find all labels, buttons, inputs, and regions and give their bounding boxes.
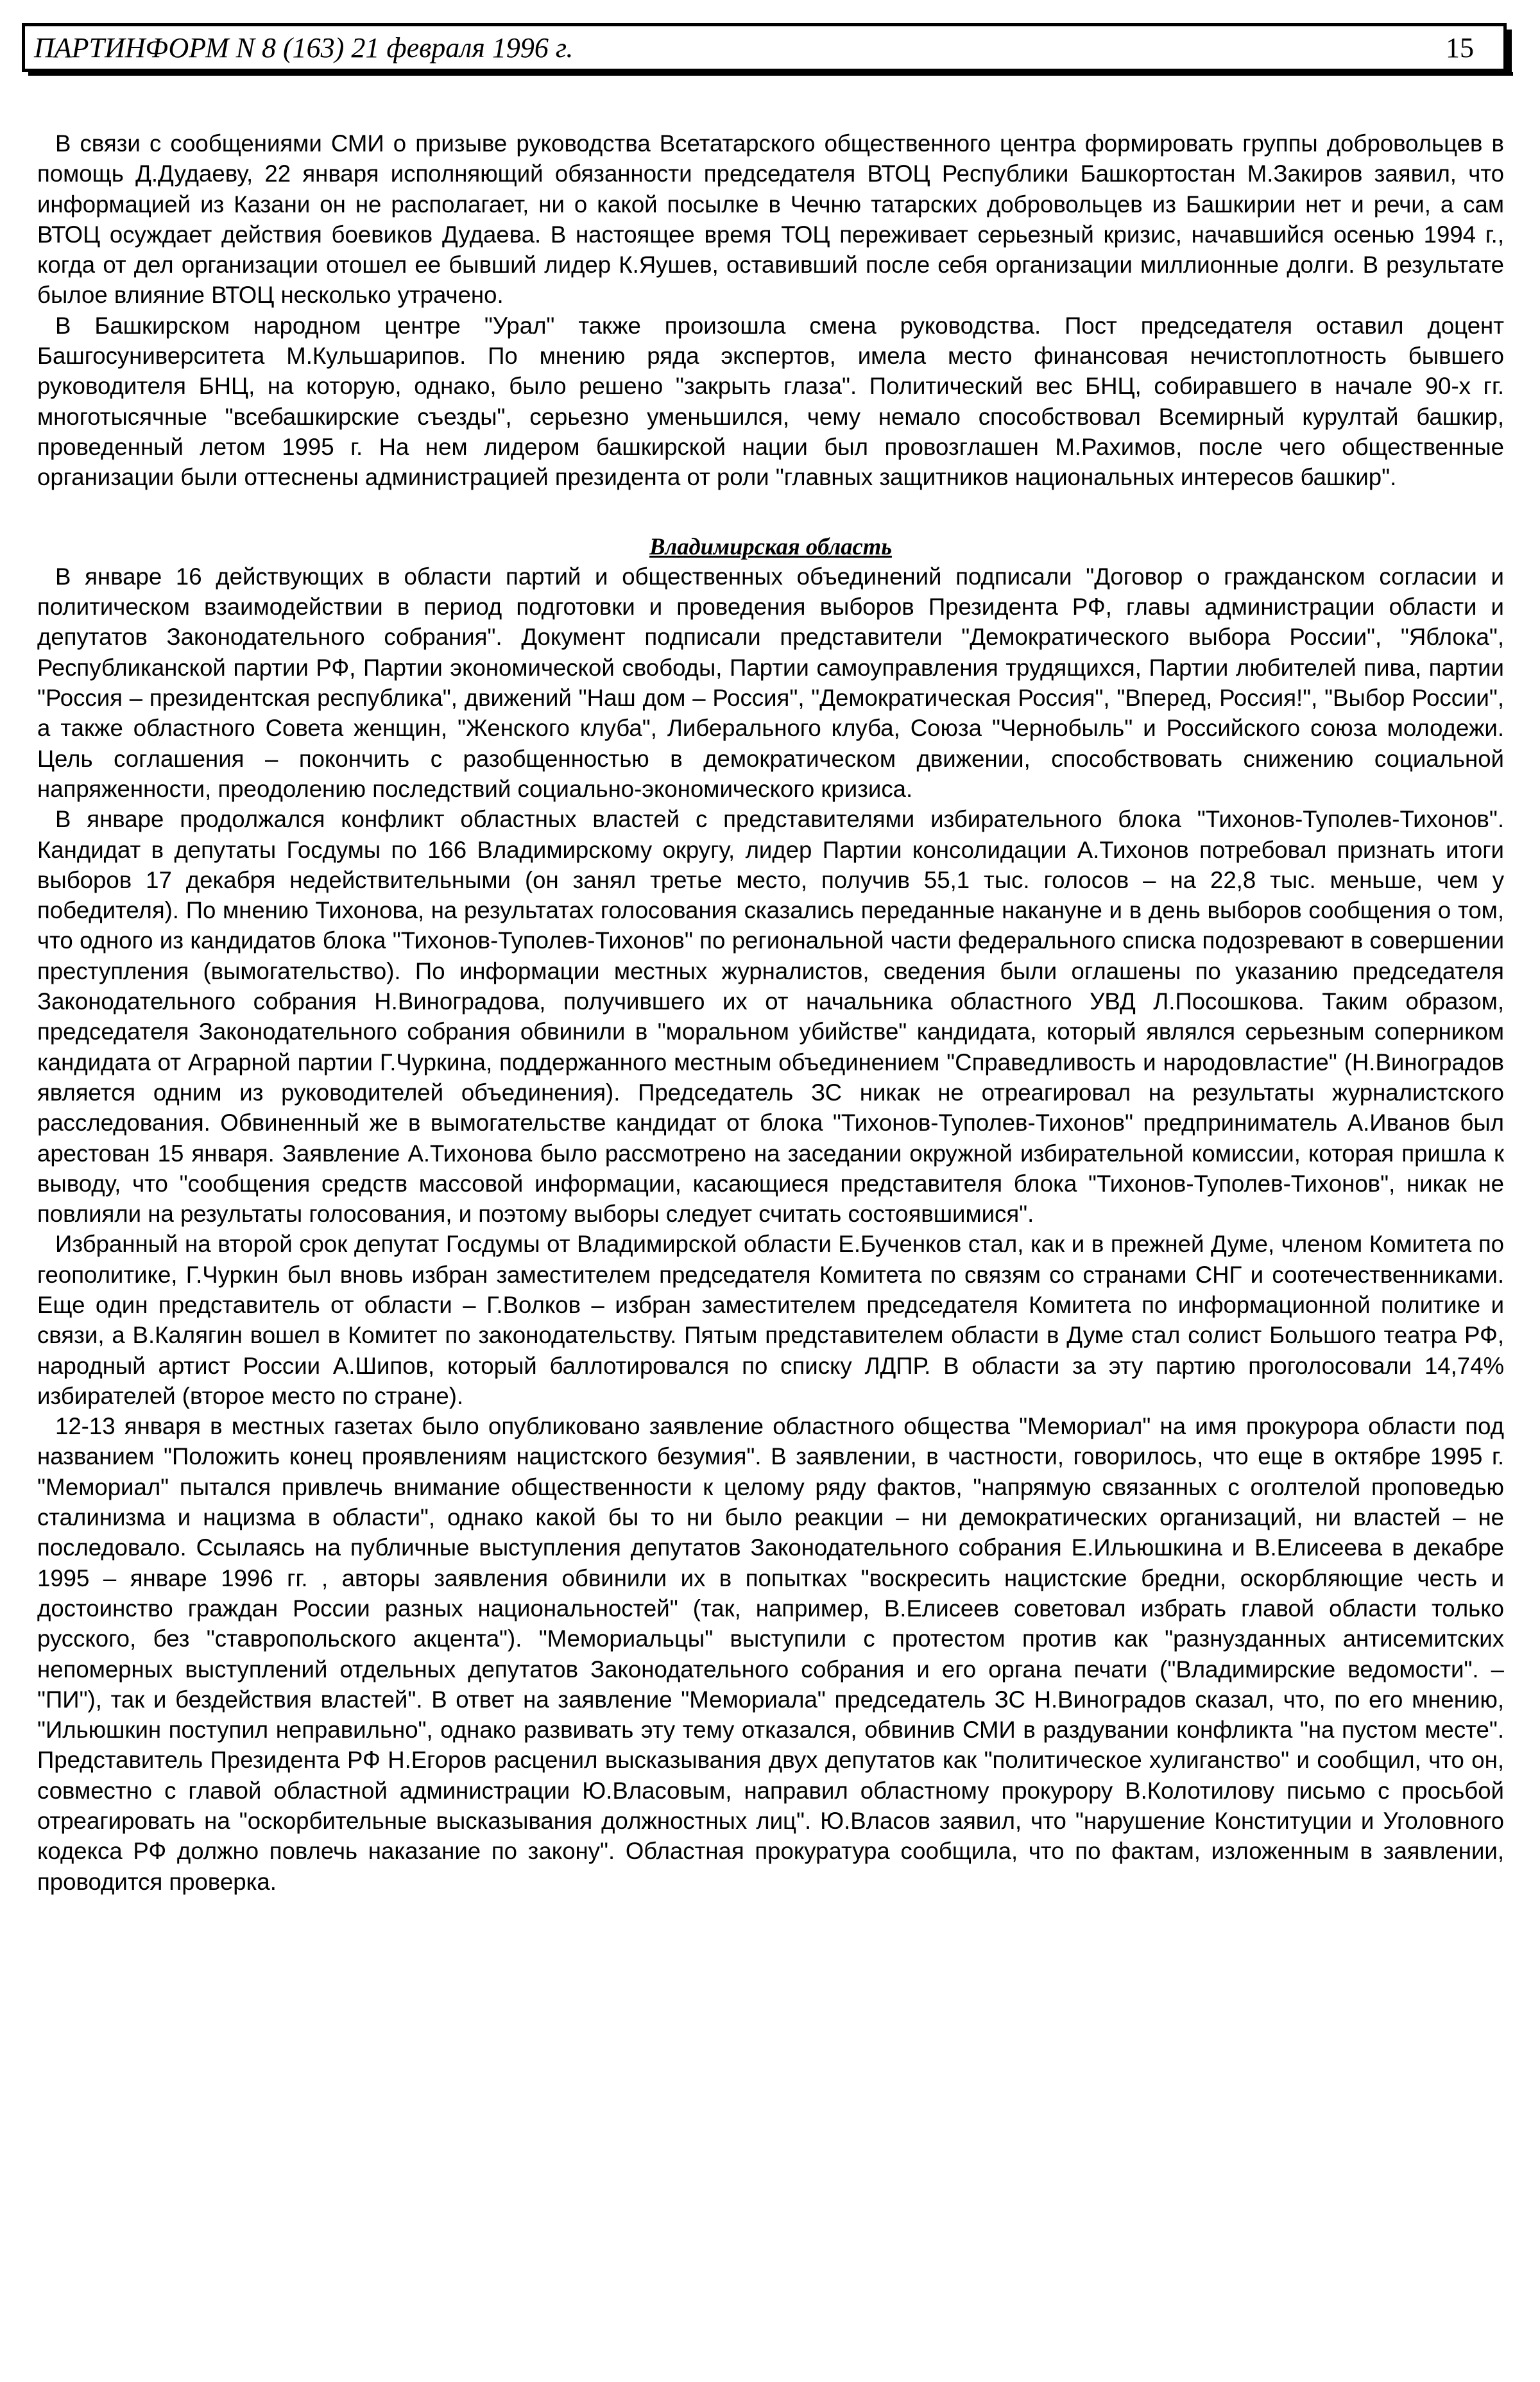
page-number: 15 — [1446, 31, 1474, 64]
paragraph: Избранный на второй срок депутат Госдумы от Владимирской области Е.Бученков стал, как и в прежней Думе, членом Комитета по геополитике, Г.Чуркин был вновь избран заместителем председателя Комитета по связям со странами СНГ и соотечественниками. Еще один представитель от области – Г.Волков – избран заместителем председателя Комитета по информационной политике и связи, а В.Калягин вошел в Комитет по законодательству. Пятым представителем области в Думе стал солист Большого театра РФ, народный артист России А.Шипов, который баллотировался по списку ЛДПР. В области за эту партию проголосовали 14,74% избирателей (второе место по стране). — [37, 1231, 1504, 1409]
section-title: Владимирская область — [649, 533, 892, 560]
paragraph: В Башкирском народном центре "Урал" также произошла смена руководства. Пост председателя оставил доцент Башгосуниверситета М.Кульшарипов. По мнению ряда экспертов, имела место финансовая нечистоплотность бывшего руководителя БНЦ, на которую, однако, было решено "закрыть глаза". Политический вес БНЦ, собиравшего в начале 90-х гг. многотысячные "всебашкирские съезды", серьезно уменьшился, чему немало способствовал Всемирный курултай башкир, проведенный летом 1995 г. На нем лидером башкирской нации был провозглашен М.Рахимов, после чего общественные организации были оттеснены администрацией президента от роли "главных защитников национальных интересов башкир". — [37, 312, 1504, 491]
header-box-shadow-right — [1507, 30, 1512, 76]
paragraph: В январе 16 действующих в области партий и общественных объединений подписали "Договор о гражданском согласии и политическом взаимодействии в период подготовки и проведения выборов Президента РФ, главы администрации области и депутатов Законодательного собрания". Документ подписали представители "Демократического выбора России", "Яблока", Республиканской партии РФ, Партии экономической свободы, Партии самоуправления трудящихся, Партии любителей пива, партии "Россия – президентская республика", движений "Наш дом – Россия", "Демократическая Россия", "Вперед, Россия!", "Выбор России", а также областного Совета женщин, "Женского клуба", Либерального клуба, Союза "Чернобыль" и Российского союза молодежи. Цель соглашения – покончить с разобщенностью в демократическом движении, способствовать снижению социальной напряженности, преодолению последствий социально-экономического кризиса. — [37, 563, 1504, 802]
paragraph: В связи с сообщениями СМИ о призыве руководства Всетатарского общественного центра формировать группы добровольцев в помощь Д.Дудаеву, 22 января исполняющий обязанности председателя ВТОЦ Республики Башкортостан М.Закиров заявил, что информацией из Казани он не располагает, ни о какой посылке в Чечню татарских добровольцев из Башкирии нет и речи, а сам ВТОЦ осуждает действия боевиков Дудаева. В настоящее время ТОЦ переживает серьезный кризис, начавшийся осенью 1994 г., когда от дел организации отошел ее бывший лидер К.Яушев, оставивший после себя организации миллионные долги. В результате былое влияние ВТОЦ несколько утрачено. — [37, 130, 1504, 309]
article-body — [37, 128, 1504, 1897]
paragraph: 12-13 января в местных газетах было опубликовано заявление областного общества "Мемориал" на имя прокурора области под названием "Положить конец проявлениям нацистского безумия". В заявлении, в частности, говорилось, что еще в октябре 1995 г. "Мемориал" пытался привлечь внимание общественности к целому ряду фактов, "напрямую связанных с оголтелой проповедью сталинизма и нацизма в области", однако какой бы то ни было реакции – ни демократических организаций, ни властей – не последовало. Ссылаясь на публичные выступления депутатов Законодательного собрания Е.Ильюшкина и В.Елисеева в декабре 1995 – январе 1996 гг. , авторы заявления обвинили их в попытках "воскресить нацистские бредни, оскорбляющие честь и достоинство граждан России разных национальностей" (так, например, В.Елисеев советовал избрать главой области только русского, без "ставропольского акцента"). "Мемориальцы" выступили с протестом против как "разнузданных антисемитских непомерных выступлений отдельных депутатов Законодательного собрания и его органа печати ("Владимирские ведомости". – "ПИ"), так и бездействия властей". В ответ на заявление "Мемориала" председатель ЗС Н.Виноградов сказал, что, по его мнению, "Ильюшкин поступил неправильно", однако развивать эту тему отказался, обвинив СМИ в раздувании конфликта "на пустом месте". Представитель Президента РФ Н.Егоров расценил высказывания двух депутатов как "политическое хулиганство" и сообщил, что он, совместно с главой областной администрации Ю.Власовым, направил областному прокурору В.Колотилову письмо с просьбой отреагировать на "оскорбительные высказывания должностных лиц". Ю.Власов заявил, что "нарушение Конституции и Уголовного кодекса РФ должно повлечь наказание по закону". Областная прокуратура сообщила, что по фактам, изложенным в заявлении, проводится проверка. — [37, 1413, 1504, 1895]
publication-title: ПАРТИНФОРМ N 8 (163) 21 февраля 1996 г. — [34, 31, 574, 64]
paragraph: В январе продолжался конфликт областных властей с представителями избирательного блока "Тихонов-Туполев-Тихонов". Кандидат в депутаты Госдумы по 166 Владимирскому округу, лидер Партии консолидации А.Тихонов потребовал признать итоги выборов 17 декабря недействительными (он занял третье место, получив 55,1 тыс. голосов – на 22,8 тыс. меньше, чем у победителя). По мнению Тихонова, на результатах голосования сказались переданные накануне и в день выборов сообщения о том, что одного из кандидатов блока "Тихонов-Туполев-Тихонов" по региональной части федерального списка подозревают в совершении преступления (вымогательство). По информации местных журналистов, сведения были оглашены по указанию председателя Законодательного собрания Н.Виноградова, получившего их от начальника областного УВД Л.Посошкова. Таким образом, председателя Законодательного собрания обвинили в "моральном убийстве" кандидата, который являлся серьезным соперником кандидата от Аграрной партии Г.Чуркина, поддержанного местным объединением "Справедливость и народовластие" (Н.Виноградов является одним из руководителей объединения). Председатель ЗС никак не отреагировал на результаты журналистского расследования. Обвиненный же в вымогательстве кандидат от блока "Тихонов-Туполев-Тихонов" предприниматель А.Иванов был арестован 15 января. Заявление А.Тихонова было рассмотрено на заседании окружной избирательной комиссии, которая пришла к выводу, что "сообщения средств массовой информации, касающиеся представителя блока "Тихонов-Туполев-Тихонов", никак не повлияли на результаты голосования, и поэтому выборы следует считать состоявшимися". — [37, 806, 1504, 1228]
header-box-shadow — [28, 72, 1513, 76]
page-header — [22, 23, 1507, 72]
